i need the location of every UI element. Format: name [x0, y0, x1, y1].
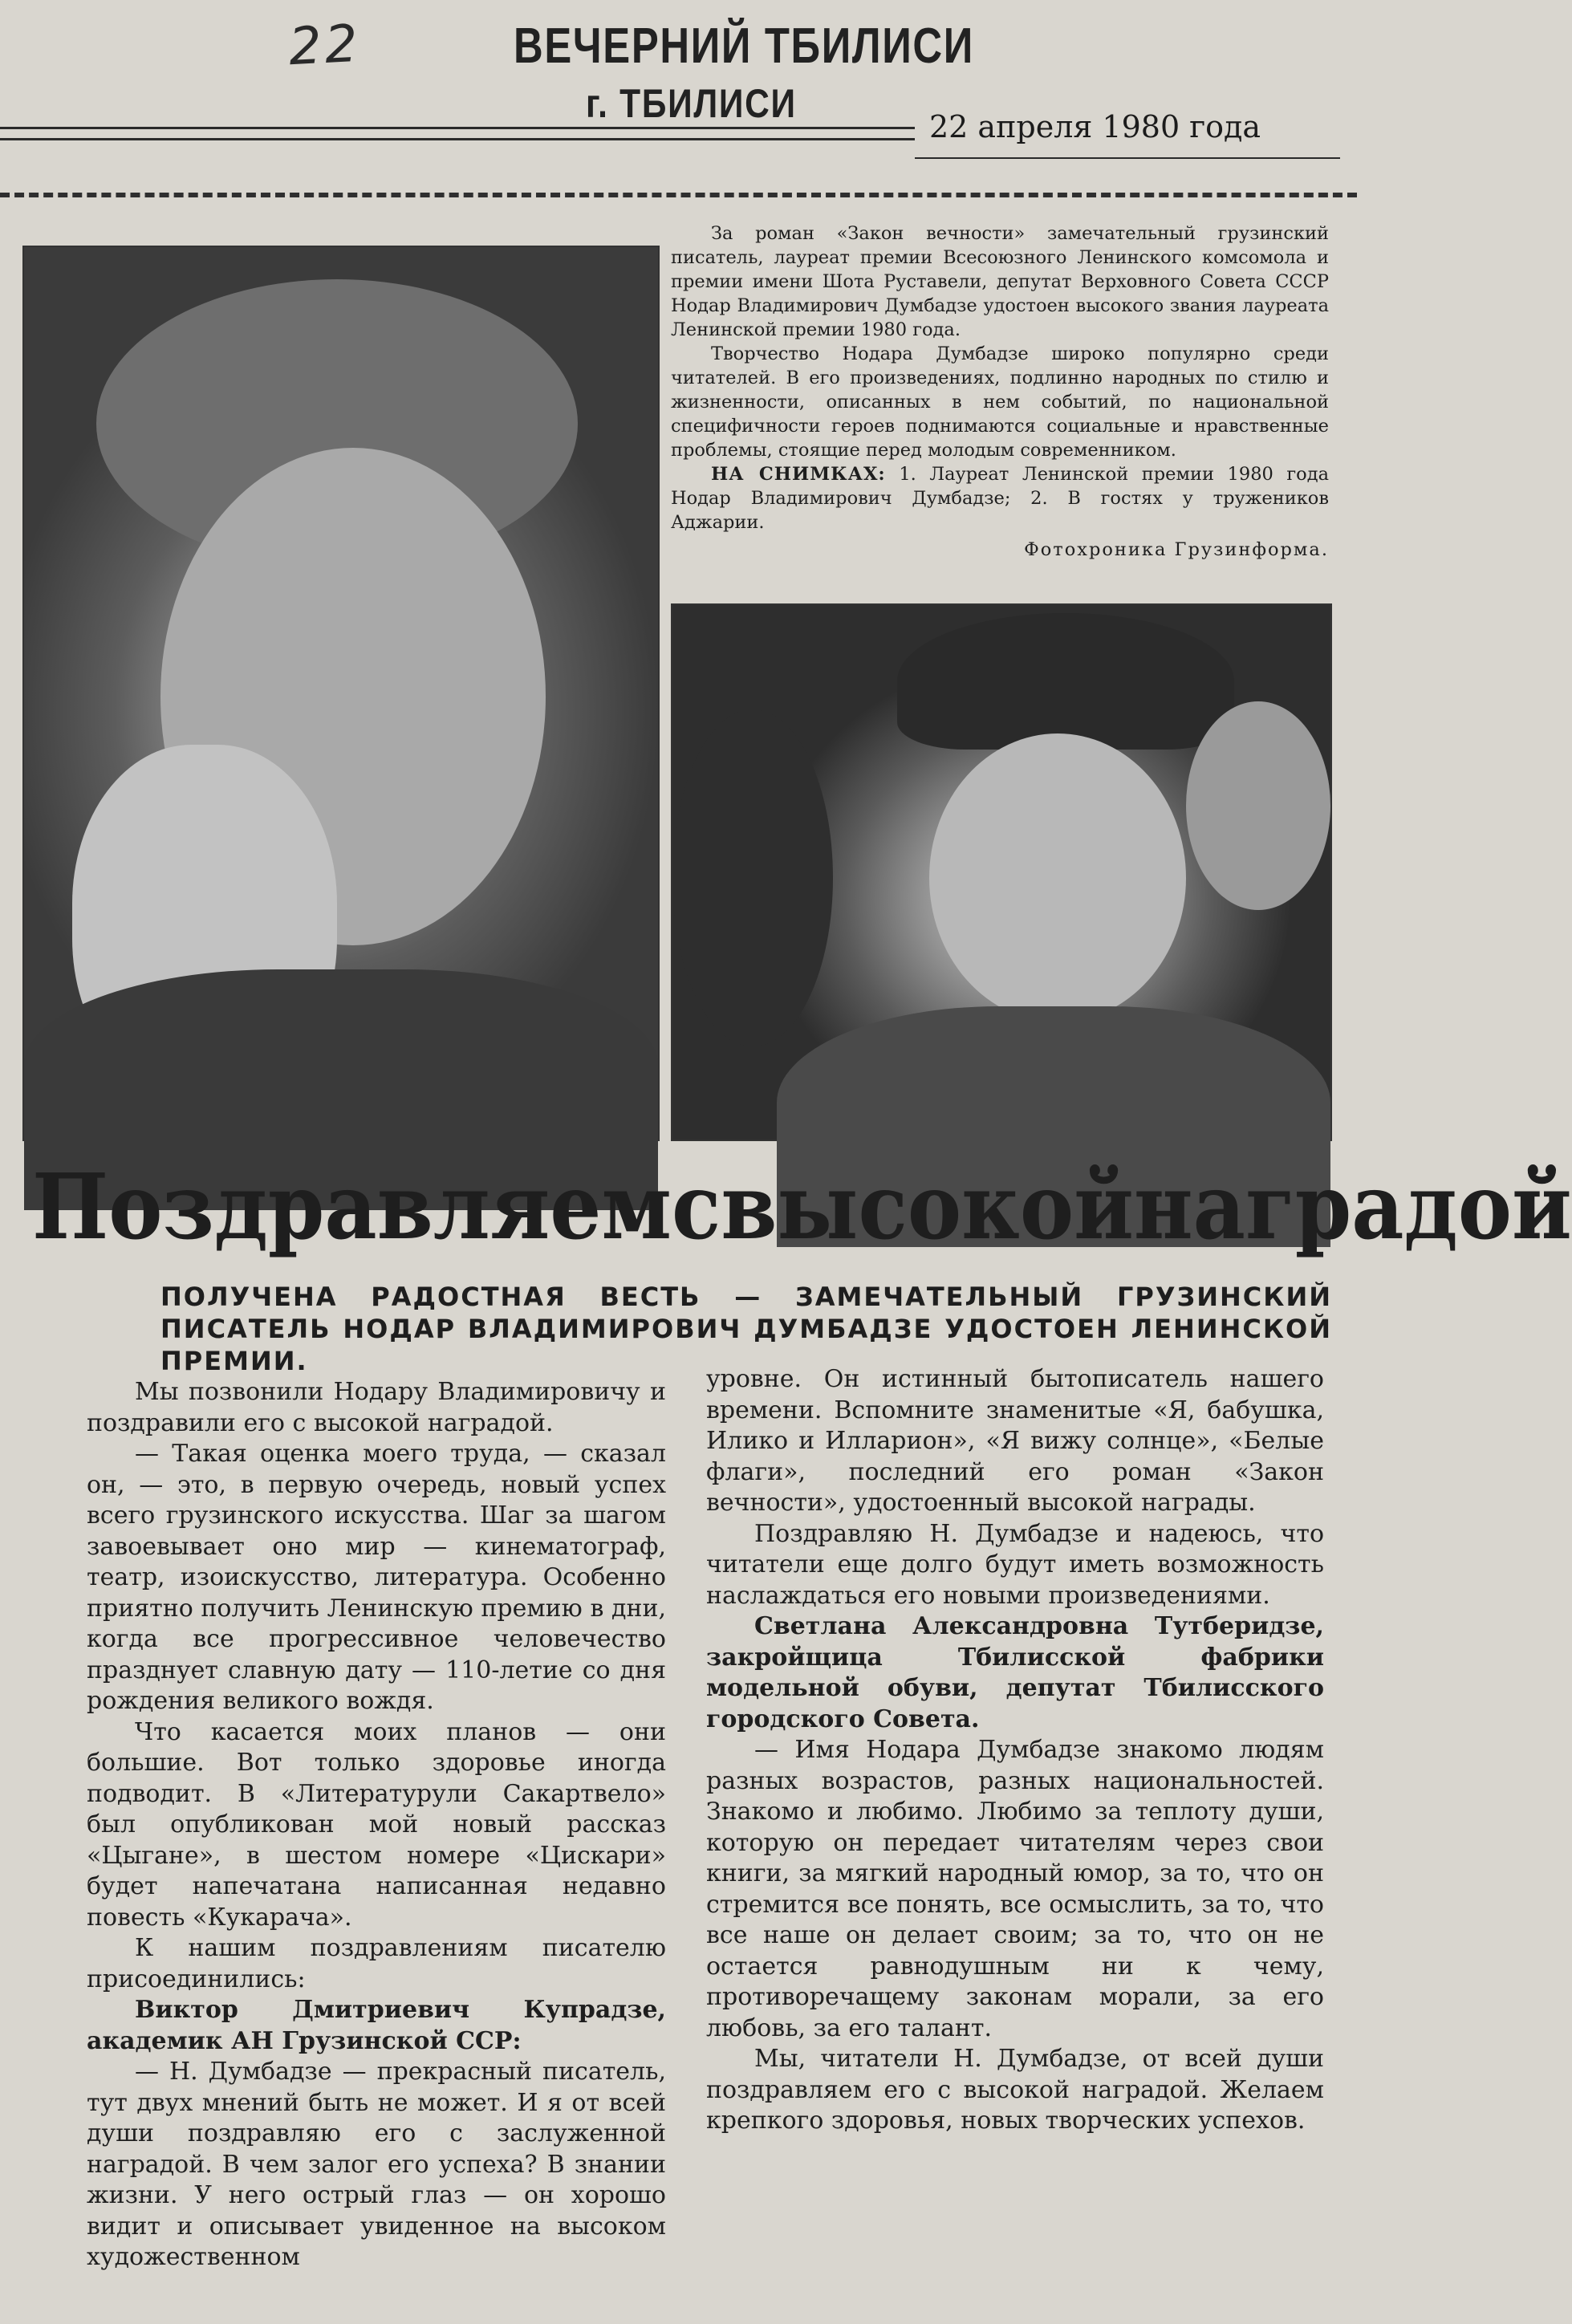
photo-person-left: [672, 709, 833, 1046]
article-column-left: [87, 1377, 666, 2273]
article-paragraph: — Н. Думбадзе — прекрасный писатель, тут двух мнений быть не может. И я от всей души поздравляю его с заслуженной наградой. В чем залог его успеха? В знании жизни. У него острый глаз — он хорошо видит и описывает увиденное на высоком художественном: [87, 2058, 666, 2271]
article-paragraph: — Имя Нодара Думбадзе знакомо людям разных возрастов, разных национальностей. Знакомо и любимо. Любимо за теплоту души, которую он передает читателям через свои книги, за мягкий народный юмор, за то, что он стремится все понять, все осмыслить, за то, что все наше он делает своим; за то, что он не остается равнодушным ни к чему, противоречащему законам морали, за его любовь, за его талант.: [706, 1736, 1324, 2042]
caption-photos: [671, 462, 1329, 534]
article-lead: ПОЛУЧЕНА РАДОСТНАЯ ВЕСТЬ — ЗАМЕЧАТЕЛЬНЫЙ ГРУЗИНСКИЙ ПИСАТЕЛЬ НОДАР ВЛАДИМИРОВИЧ ДУМБАДЗЕ УДОСТОЕН ЛЕНИНСКОЙ ПРЕМИИ.: [160, 1282, 1332, 1376]
caption-photos-text: 1. Лауреат Ленинской премии 1980 года Нодар Владимирович Думбадзе; 2. В гостях у тружеников Аджарии.: [671, 464, 1329, 533]
newspaper-title-stamp: ВЕЧЕРНИЙ ТБИЛИСИ: [514, 18, 974, 74]
speaker-name: Виктор Дмитриевич Купрадзе, академик АН Грузинской ССР:: [87, 1996, 666, 2055]
headline-word: наградой: [1133, 1155, 1572, 1260]
group-photo: [671, 603, 1332, 1141]
article-column-right: [706, 1364, 1324, 2137]
caption-photos-label: НА СНИМКАХ:: [711, 464, 886, 485]
issue-date: 22 апреля 1980 года: [929, 109, 1261, 144]
masthead-rule: [0, 127, 915, 129]
article-paragraph: — Такая оценка моего труда, — сказал он, — это, в первую очередь, новый успех всего грузинского искусства. Шаг за шагом завоевывает оно мир — кинематограф, театр, изоискусство, литература. Особенно приятно получить Ленинскую премию в дни, когда все прогрессивное человечество празднует славную дату — 110-летие со дня рождения великого вождя.: [87, 1440, 666, 1715]
article-headline: [32, 1155, 1572, 1260]
headline-word: Поздравляем: [32, 1155, 672, 1260]
photo-caption: [671, 221, 1329, 562]
caption-paragraph: Творчество Нодара Думбадзе широко популярно среди читателей. В его произведениях, подлинно народных по стилю и жизненности, описанных в нем событий, по национальной специфичности героев поднимаются социальные и нравственные проблемы, стоящие перед молодым современником.: [671, 343, 1329, 461]
photo-face: [929, 733, 1186, 1022]
photo-person-right: [1186, 701, 1330, 910]
article-paragraph: К нашим поздравлениям писателю присоединились:: [87, 1934, 666, 1993]
article-paragraph: Мы, читатели Н. Думбадзе, от всей души поздравляем его с высокой наградой. Желаем крепкого здоровья, новых творческих успехов.: [706, 2045, 1324, 2135]
photo-cap: [897, 613, 1234, 750]
article-paragraph: Поздравляю Н. Думбадзе и надеюсь, что читатели еще долго будут иметь возможность наслаждаться его новыми произведениями.: [706, 1519, 1324, 1610]
article-paragraph: Мы позвонили Нодару Владимировичу и поздравили его с высокой наградой.: [87, 1378, 666, 1437]
caption-paragraph: За роман «Закон вечности» замечательный грузинский писатель, лауреат премии Всесоюзного Ленинского комсомола и премии имени Шота Руставели, депутат Верховного Совета СССР Нодар Владимирович Думбадзе удостоен высокого звания лауреата Ленинской премии 1980 года.: [671, 223, 1329, 340]
newspaper-city-stamp: г. ТБИЛИСИ: [586, 81, 797, 126]
masthead-rule: [0, 138, 915, 140]
article-paragraph: уровне. Он истинный бытописатель нашего времени. Вспомните знаменитые «Я, бабушка, Илико и Илларион», «Я вижу солнце», «Белые флаги», последний его роман «Закон вечности», удостоенный высокой награды.: [706, 1365, 1324, 1517]
headline-word: высокой: [721, 1155, 1134, 1260]
speaker-name: Светлана Александровна Тутберидзе, закройщица Тбилисской фабрики модельной обуви, депутат Тбилисского городского Совета.: [706, 1612, 1324, 1733]
article-paragraph: Что касается моих планов — они большие. Вот только здоровье иногда подводит. В «Литературули Сакартвело» был опубликован мой новый рассказ «Цыгане», в шестом номере «Цискари» будет напечатана написанная недавно повесть «Кукарача».: [87, 1717, 666, 1932]
headline-word: с: [672, 1155, 721, 1260]
date-rule: [915, 157, 1340, 159]
portrait-photo: [22, 246, 660, 1141]
clipping-cut-line: [0, 193, 1357, 197]
photo-credit: Фотохроника Грузинформа.: [1024, 539, 1329, 560]
handwritten-note: 22: [287, 14, 363, 78]
